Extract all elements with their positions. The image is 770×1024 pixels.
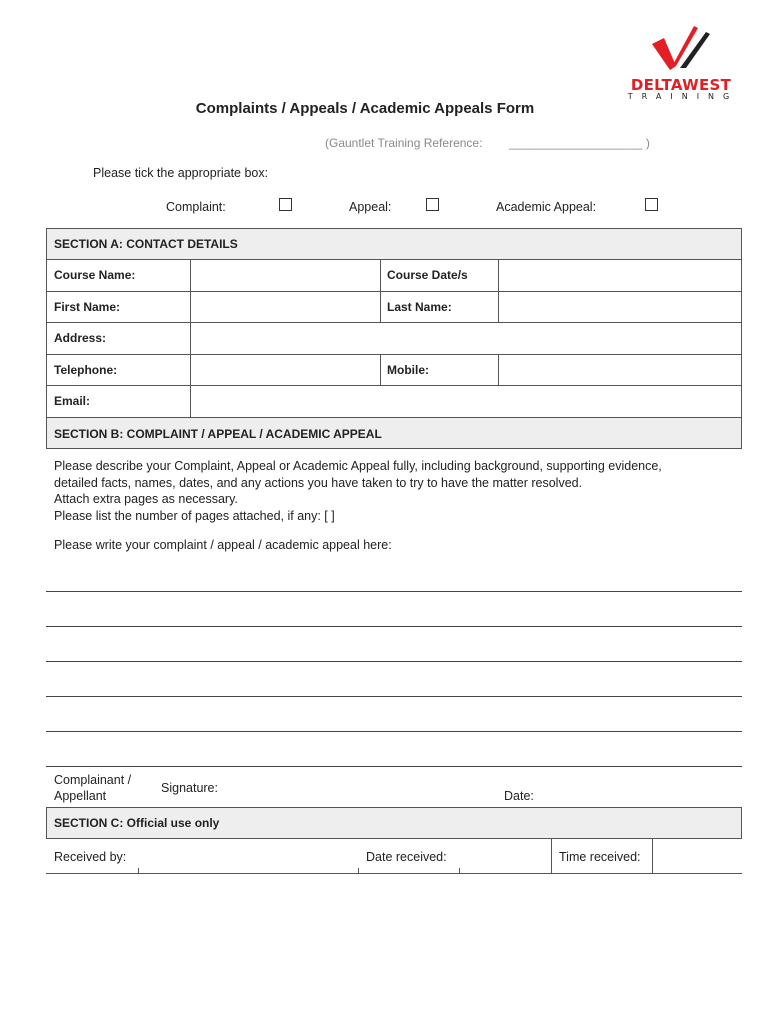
date-received-label: Date received:: [366, 850, 447, 864]
time-received-label: Time received:: [559, 850, 641, 864]
instruction-line: Please list the number of pages attached, if any: [ ]: [54, 508, 335, 523]
writing-line[interactable]: [46, 731, 742, 732]
writing-line[interactable]: [46, 766, 742, 767]
writing-line[interactable]: [46, 626, 742, 627]
instruction-line: detailed facts, names, dates, and any actions you have taken to try to have the matter resolved.: [54, 475, 583, 490]
section-a-heading: SECTION A: CONTACT DETAILS: [54, 237, 238, 251]
section-b-heading: SECTION B: COMPLAINT / APPEAL / ACADEMIC APPEAL: [54, 427, 382, 441]
complaint-checkbox[interactable]: [279, 198, 292, 211]
mobile-label: Mobile:: [387, 363, 429, 377]
signature-field[interactable]: [230, 770, 490, 806]
signature-label: Signature:: [161, 781, 218, 795]
received-by-label: Received by:: [54, 850, 127, 864]
course-name-label: Course Name:: [54, 268, 136, 282]
logo-wordmark: DELTAWEST: [630, 76, 732, 94]
appeal-checkbox[interactable]: [426, 198, 439, 211]
complainant-label-line1: Complainant /: [54, 773, 132, 787]
section-b-instructions: [54, 458, 662, 524]
course-dates-field[interactable]: [499, 260, 741, 291]
complaint-label: Complaint:: [166, 200, 226, 214]
appeal-label: Appeal:: [349, 200, 392, 214]
section-c-heading: SECTION C: Official use only: [54, 816, 220, 830]
logo-mark-icon: [650, 26, 712, 72]
date-received-field[interactable]: [452, 840, 550, 872]
date-field[interactable]: [545, 770, 741, 806]
academic-appeal-label: Academic Appeal:: [496, 200, 597, 214]
instruction-line: Please describe your Complaint, Appeal or Academic Appeal fully, including background, supporting evidence,: [54, 459, 662, 473]
telephone-field[interactable]: [191, 355, 380, 385]
email-field[interactable]: [191, 386, 741, 417]
received-by-field[interactable]: [130, 840, 360, 872]
address-label: Address:: [54, 331, 107, 345]
instruction-line: Attach extra pages as necessary.: [54, 492, 238, 506]
deltawest-logo: [618, 26, 744, 104]
last-name-label: Last Name:: [387, 300, 452, 314]
address-field[interactable]: [191, 323, 741, 354]
email-label: Email:: [54, 394, 91, 408]
mobile-field[interactable]: [499, 355, 741, 385]
form-title: Complaints / Appeals / Academic Appeals Form: [195, 100, 535, 117]
complainant-label-line2: Appellant: [54, 789, 107, 803]
writing-line[interactable]: [46, 696, 742, 697]
write-prompt: Please write your complaint / appeal / academic appeal here:: [54, 538, 392, 552]
course-name-field[interactable]: [191, 260, 380, 291]
academic-appeal-checkbox[interactable]: [645, 198, 658, 211]
telephone-label: Telephone:: [54, 363, 118, 377]
logo-tagline: TRAINING: [627, 92, 739, 101]
reference-line: (Gauntlet Training Reference: ____________________ ): [325, 136, 650, 150]
writing-line[interactable]: [46, 661, 742, 662]
first-name-field[interactable]: [191, 292, 380, 322]
last-name-field[interactable]: [499, 292, 741, 322]
tick-prompt: Please tick the appropriate box:: [93, 166, 269, 180]
date-label: Date:: [504, 789, 534, 803]
complainant-label: [54, 772, 131, 804]
writing-line[interactable]: [46, 591, 742, 592]
first-name-label: First Name:: [54, 300, 121, 314]
course-dates-label: Course Date/s: [387, 268, 468, 282]
time-received-field[interactable]: [653, 840, 741, 872]
